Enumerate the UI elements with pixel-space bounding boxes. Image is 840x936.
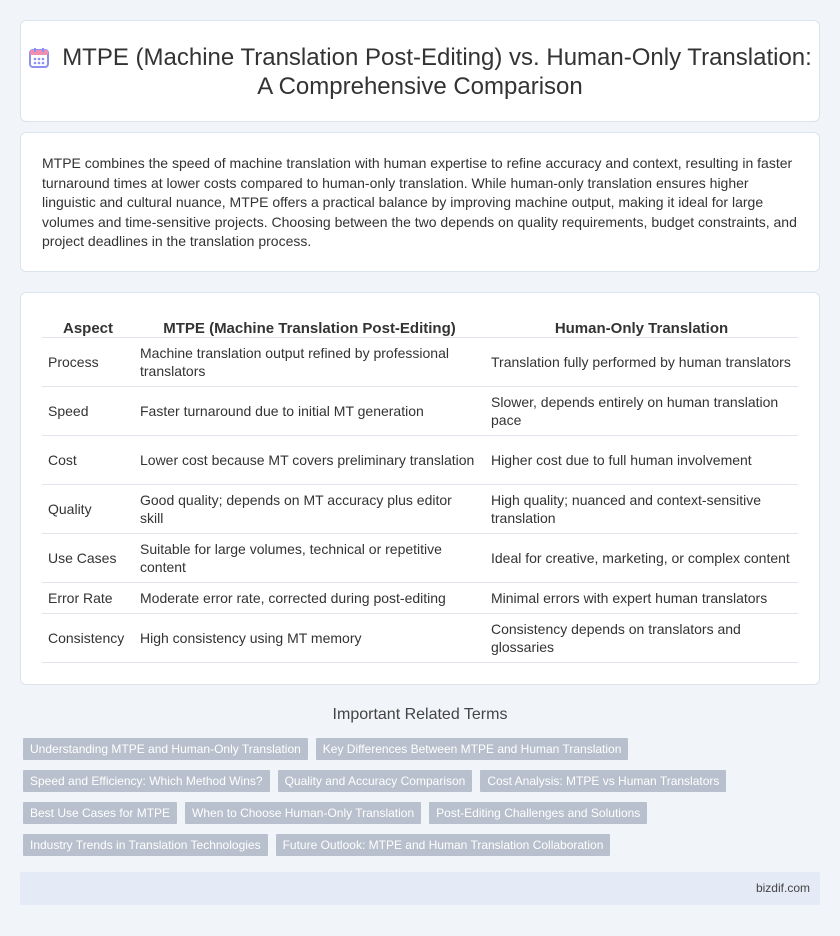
cell-mtpe: Machine translation output refined by professional translators <box>134 337 485 386</box>
cell-human: Consistency depends on translators and glossaries <box>485 613 798 662</box>
cell-aspect: Quality <box>42 484 134 533</box>
related-term-tag[interactable]: Future Outlook: MTPE and Human Translation Collaboration <box>276 834 611 856</box>
cell-aspect: Consistency <box>42 613 134 662</box>
related-term-tag[interactable]: Best Use Cases for MTPE <box>23 802 177 824</box>
cell-human: High quality; nuanced and context-sensitive translation <box>485 484 798 533</box>
cell-mtpe: Good quality; depends on MT accuracy plus editor skill <box>134 484 485 533</box>
comparison-table-card <box>20 292 820 685</box>
footer-site-link[interactable]: bizdif.com <box>755 881 810 895</box>
related-term-tag[interactable]: When to Choose Human-Only Translation <box>185 802 421 824</box>
cell-aspect: Cost <box>42 435 134 484</box>
header-human: Human-Only Translation <box>485 315 798 337</box>
footer <box>20 872 820 905</box>
related-term-tag[interactable]: Post-Editing Challenges and Solutions <box>429 802 647 824</box>
cell-human: Translation fully performed by human translators <box>485 337 798 386</box>
table-row <box>42 613 798 662</box>
cell-mtpe: Suitable for large volumes, technical or repetitive content <box>134 533 485 582</box>
table-row <box>42 582 798 613</box>
cell-aspect: Error Rate <box>42 582 134 613</box>
table-header-row <box>42 315 798 337</box>
table-row <box>42 386 798 435</box>
cell-human: Minimal errors with expert human translators <box>485 582 798 613</box>
cell-mtpe: Lower cost because MT covers preliminary translation <box>134 435 485 484</box>
page-title-text: MTPE (Machine Translation Post-Editing) vs. Human-Only Translation: A Comprehensive Comparison <box>62 44 812 100</box>
related-term-tag[interactable]: Key Differences Between MTPE and Human Translation <box>316 738 629 760</box>
cell-mtpe: Faster turnaround due to initial MT generation <box>134 386 485 435</box>
table-row <box>42 337 798 386</box>
related-term-tag[interactable]: Speed and Efficiency: Which Method Wins? <box>23 770 270 792</box>
intro-card <box>20 132 820 272</box>
related-term-tag[interactable]: Cost Analysis: MTPE vs Human Translators <box>480 770 726 792</box>
intro-paragraph: MTPE combines the speed of machine translation with human expertise to refine accuracy and context, resulting in faster turnaround times at lower costs compared to human-only translation. While human-only translation ensures higher linguistic and cultural nuance, MTPE offers a practical balance by improving machine output, making it ideal for large volumes and time-sensitive projects. Choosing between the two depends on quality requirements, budget constraints, and project deadlines in the translation process. <box>42 155 797 250</box>
related-terms-list <box>23 738 783 856</box>
cell-human: Higher cost due to full human involvement <box>485 435 798 484</box>
table-row <box>42 435 798 484</box>
cell-aspect: Process <box>42 337 134 386</box>
page-title <box>21 43 819 101</box>
calendar-icon <box>28 47 50 69</box>
title-card <box>20 20 820 122</box>
header-aspect: Aspect <box>42 315 134 337</box>
cell-mtpe: High consistency using MT memory <box>134 613 485 662</box>
cell-human: Slower, depends entirely on human translation pace <box>485 386 798 435</box>
header-mtpe: MTPE (Machine Translation Post-Editing) <box>134 315 485 337</box>
cell-mtpe: Moderate error rate, corrected during post-editing <box>134 582 485 613</box>
related-term-tag[interactable]: Quality and Accuracy Comparison <box>278 770 473 792</box>
cell-aspect: Speed <box>42 386 134 435</box>
comparison-table <box>42 315 798 663</box>
table-row <box>42 484 798 533</box>
table-row <box>42 533 798 582</box>
related-terms-heading: Important Related Terms <box>332 706 508 723</box>
related-term-tag[interactable]: Understanding MTPE and Human-Only Translation <box>23 738 308 760</box>
related-term-tag[interactable]: Industry Trends in Translation Technologies <box>23 834 268 856</box>
cell-aspect: Use Cases <box>42 533 134 582</box>
cell-human: Ideal for creative, marketing, or complex content <box>485 533 798 582</box>
